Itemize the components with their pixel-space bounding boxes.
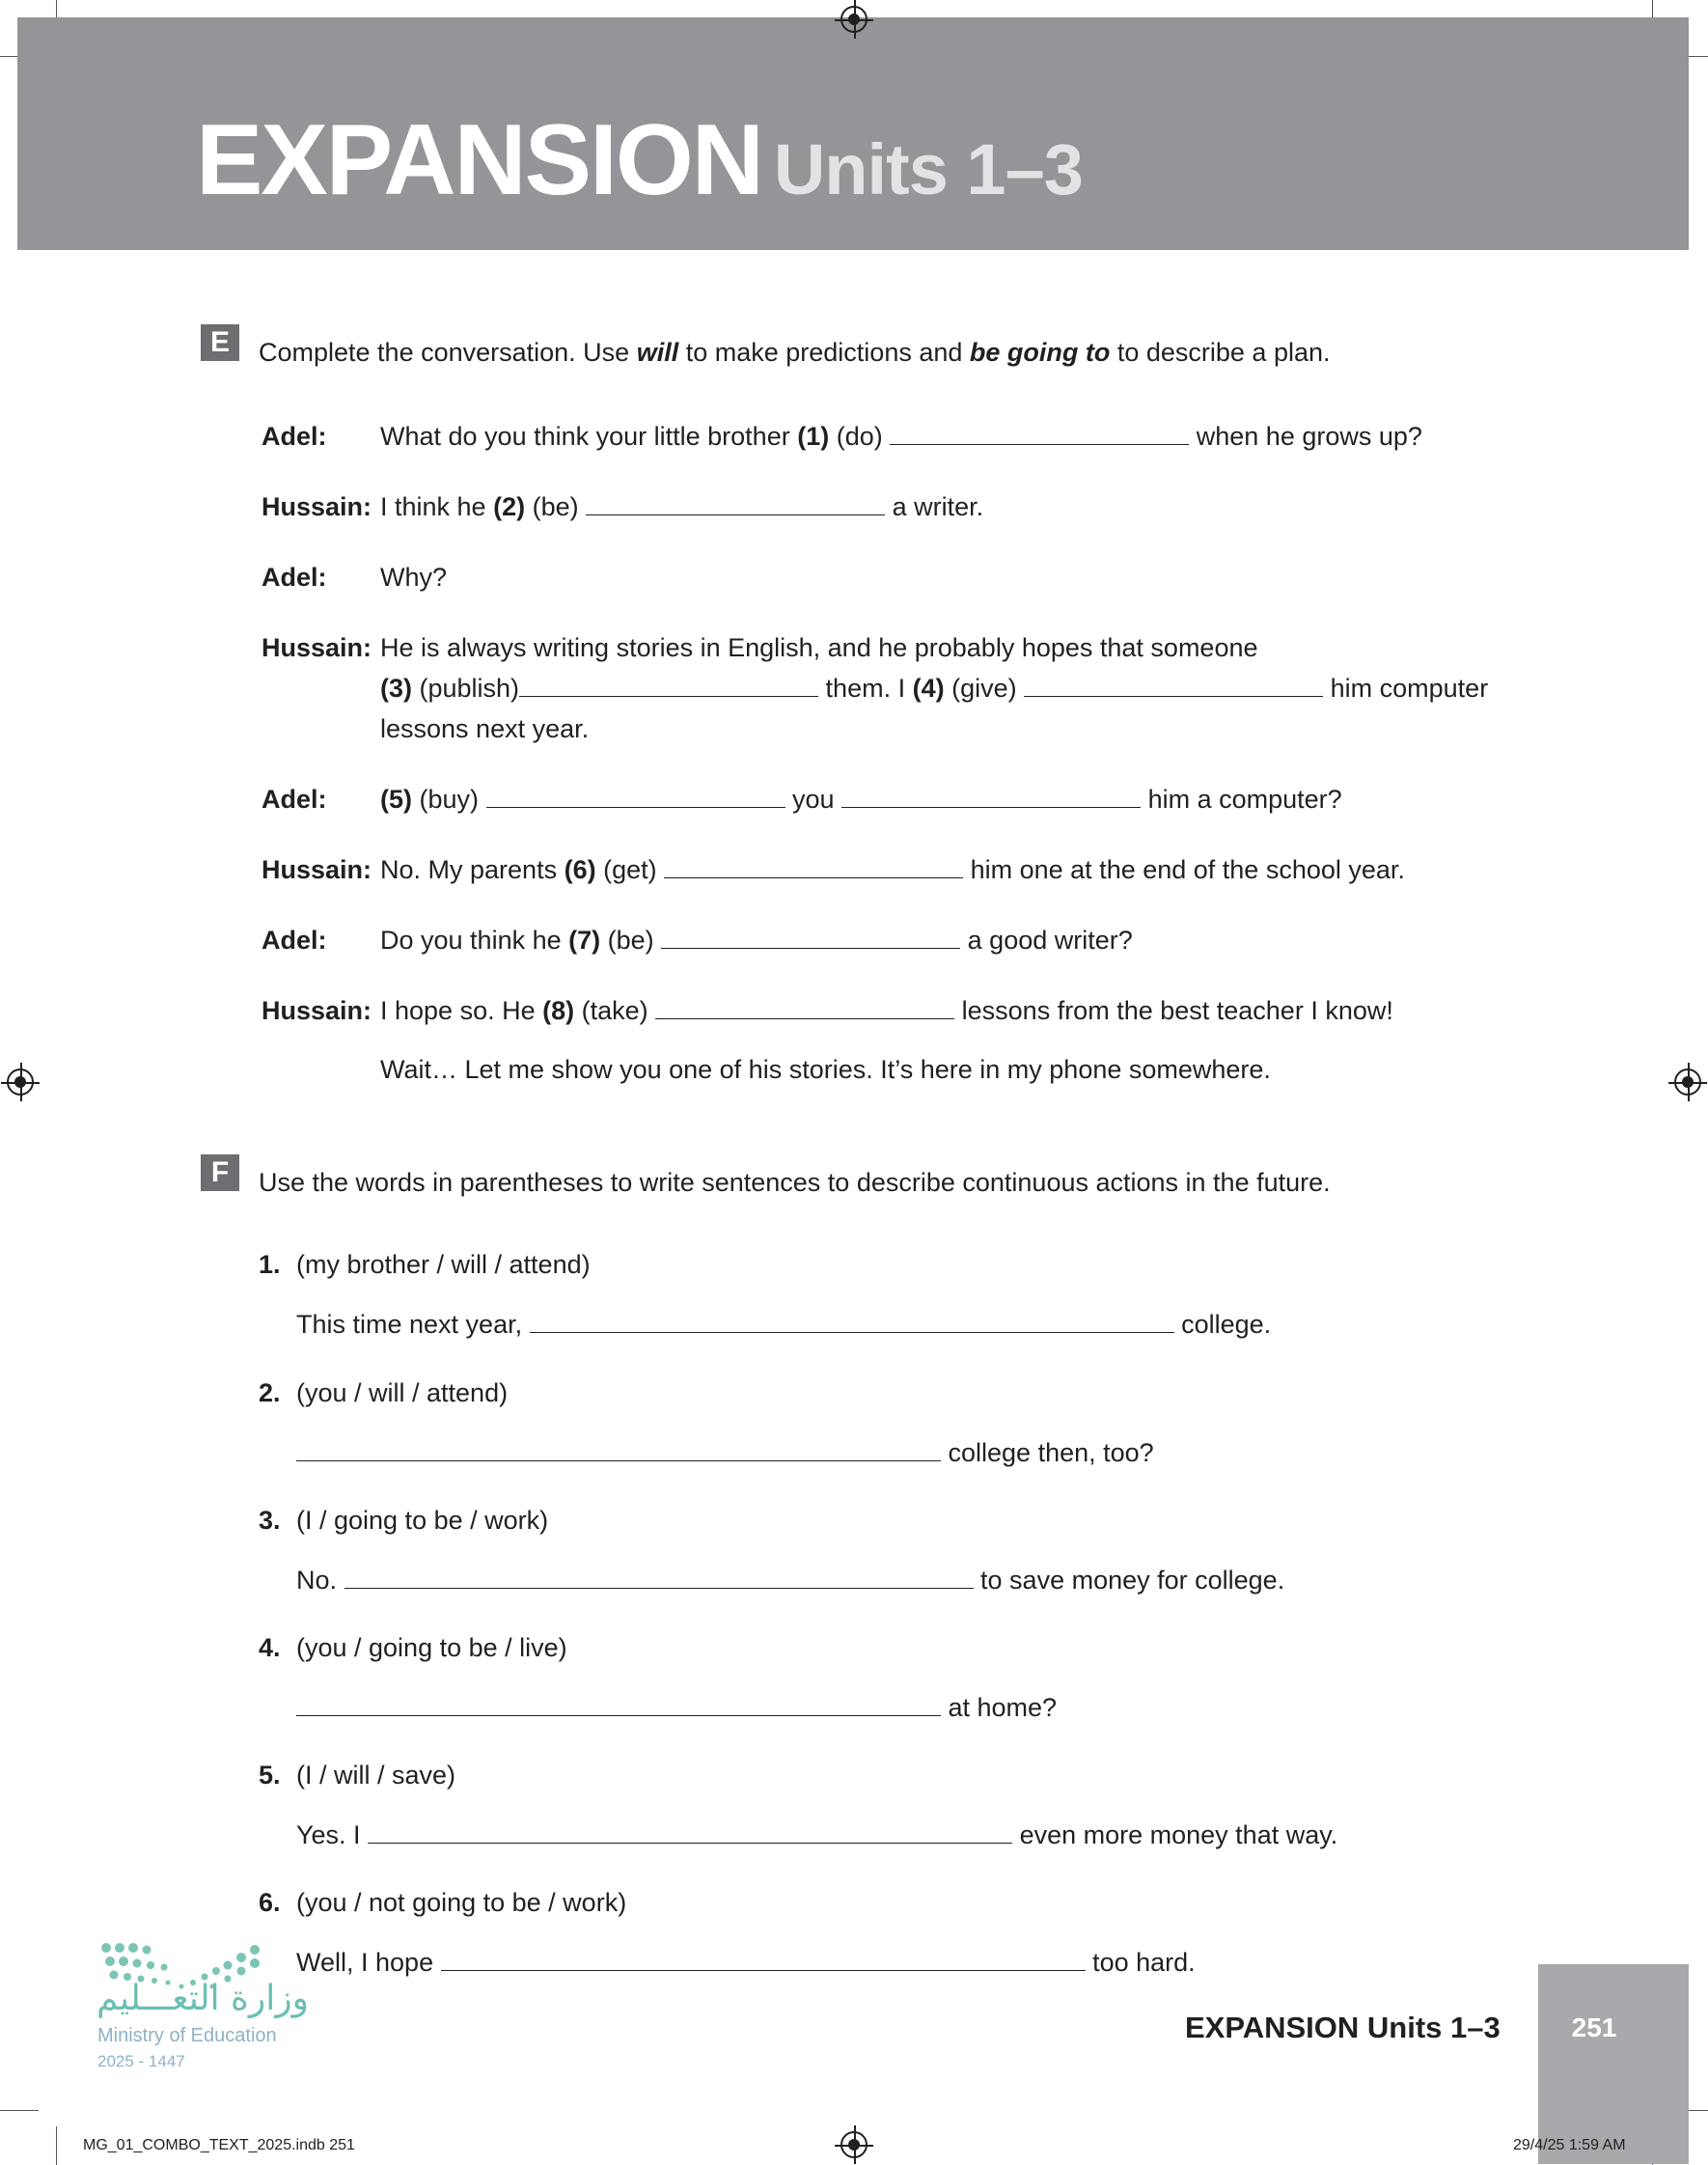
page-subtitle: Units 1–3 — [773, 129, 1083, 209]
item-cue: (you / going to be / live) — [296, 1633, 567, 1662]
answer-blank-3[interactable] — [519, 673, 818, 697]
item-cue: (I / going to be / work) — [296, 1506, 549, 1535]
speaker-label: Adel: — [262, 563, 327, 592]
item-answer-line: Yes. I even more money that way. — [296, 1820, 1338, 1849]
dialogue-line: I think he (2) (be) a writer. — [380, 492, 984, 521]
speaker-label: Hussain: — [262, 633, 372, 662]
item-cue: (I / will / save) — [296, 1761, 456, 1790]
registration-mark-icon — [840, 6, 868, 33]
item-cue: (you / will / attend) — [296, 1378, 509, 1407]
logo-arabic-text: وزارة التعـــليم — [96, 1979, 310, 2018]
page-number: 251 — [1571, 2012, 1617, 2042]
speaker-label: Adel: — [262, 422, 327, 451]
speaker-label: Adel: — [262, 926, 327, 955]
answer-blank-2[interactable] — [586, 491, 885, 515]
answer-blank-5a[interactable] — [486, 784, 785, 808]
footer-page-band — [1538, 1964, 1689, 2164]
registration-mark-icon — [1674, 1069, 1701, 1096]
answer-blank-7[interactable] — [661, 925, 960, 949]
dialogue-line: What do you think your little brother (1) (do) when he grows up? — [380, 422, 1422, 451]
dialogue-line: Do you think he (7) (be) a good writer? — [380, 926, 1133, 955]
speaker-label: Adel: — [262, 785, 327, 814]
crop-mark — [56, 2126, 57, 2165]
footer-title: EXPANSION Units 1–3 — [1185, 2011, 1501, 2044]
dialogue-line: Why? — [380, 563, 448, 592]
item-answer-line: at home? — [296, 1692, 1057, 1723]
answer-blank-8[interactable] — [655, 995, 954, 1019]
dialogue-line: (5) (buy) you him a computer? — [380, 785, 1342, 814]
item-answer-line: No. to save money for college. — [296, 1566, 1285, 1595]
item-number: 1. — [259, 1250, 281, 1279]
answer-blank-f5[interactable] — [368, 1819, 1012, 1844]
print-slug-left: MG_01_COMBO_TEXT_2025.indb 251 — [83, 2137, 355, 2153]
speaker-label: Hussain: — [262, 855, 372, 884]
dialogue-line: Wait… Let me show you one of his stories. It’s here in my phone somewhere. — [380, 1055, 1271, 1084]
item-cue: (you / not going to be / work) — [296, 1888, 627, 1917]
crop-mark — [0, 2110, 39, 2111]
dialogue-line: I hope so. He (8) (take) lessons from the best teacher I know! — [380, 996, 1393, 1025]
registration-mark-icon — [7, 1069, 34, 1096]
answer-blank-f6[interactable] — [441, 1947, 1086, 1971]
item-answer-line: Well, I hope too hard. — [296, 1948, 1196, 1977]
item-number: 4. — [259, 1633, 281, 1662]
answer-blank-1[interactable] — [890, 421, 1189, 445]
dialogue-line: lessons next year. — [380, 714, 590, 743]
item-number: 6. — [259, 1888, 281, 1917]
speaker-label: Hussain: — [262, 492, 372, 521]
answer-blank-f4[interactable] — [296, 1692, 941, 1716]
dialogue-line: He is always writing stories in English, and he probably hopes that someone — [380, 633, 1258, 662]
item-answer-line: college then, too? — [296, 1437, 1154, 1468]
logo-year-text: 2025 - 1447 — [97, 2052, 185, 2070]
registration-mark-icon — [840, 2131, 868, 2158]
section-badge-e: E — [201, 324, 239, 361]
answer-blank-6[interactable] — [664, 854, 963, 878]
item-number: 3. — [259, 1506, 281, 1535]
answer-blank-4[interactable] — [1024, 673, 1323, 697]
print-slug-right: 29/4/25 1:59 AM — [1513, 2137, 1626, 2153]
answer-blank-f2[interactable] — [296, 1437, 941, 1461]
answer-blank-f1[interactable] — [530, 1309, 1174, 1333]
section-badge-f: F — [201, 1154, 239, 1191]
dialogue-line: (3) (publish) them. I (4) (give) him computer — [380, 674, 1489, 703]
item-cue: (my brother / will / attend) — [296, 1250, 591, 1279]
logo-english-text: Ministry of Education — [97, 2025, 277, 2046]
section-e-instruction: Complete the conversation. Use will to make predictions and be going to to describe a plan. — [259, 338, 1331, 367]
answer-blank-5b[interactable] — [841, 784, 1141, 808]
item-number: 5. — [259, 1761, 281, 1790]
answer-blank-f3[interactable] — [344, 1565, 974, 1589]
dialogue-line: No. My parents (6) (get) him one at the end of the school year. — [380, 855, 1405, 884]
item-answer-line: This time next year, college. — [296, 1310, 1272, 1339]
page-title: EXPANSION Units 1–3 — [196, 104, 1083, 216]
section-f-instruction: Use the words in parentheses to write sentences to describe continuous actions in the future. — [259, 1168, 1331, 1197]
item-number: 2. — [259, 1378, 281, 1407]
speaker-label: Hussain: — [262, 996, 372, 1025]
